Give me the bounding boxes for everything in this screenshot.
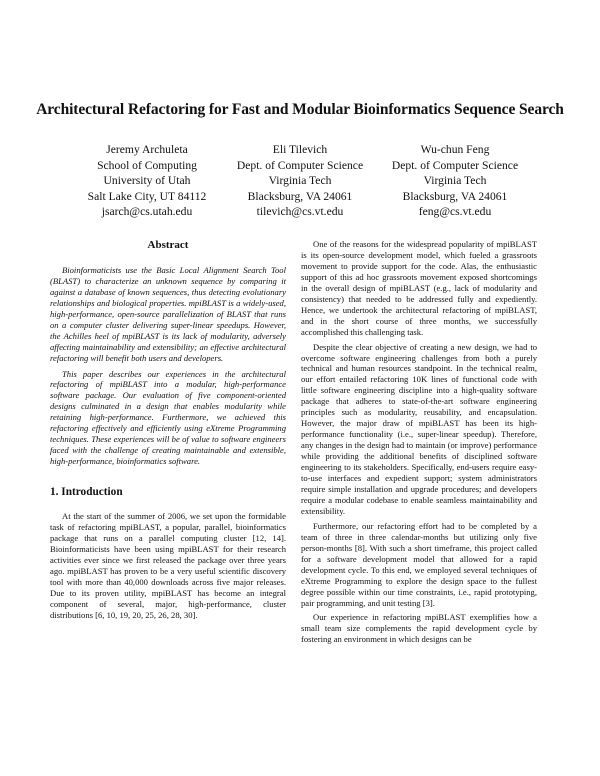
author-organization: Virginia Tech bbox=[423, 174, 487, 187]
author-department: School of Computing bbox=[97, 158, 197, 172]
author-email: jsarch@cs.utah.edu bbox=[101, 205, 193, 218]
section-heading-introduction: 1. Introduction bbox=[50, 486, 123, 499]
author-block-tilevich bbox=[215, 142, 385, 220]
body-paragraph: Furthermore, our refactoring effort had to be completed by a team of three in three calendar-months but utilizing only five person-months [8]. With such a short timeframe, this project called for a software development model that allowed for a rapid development cycle. To this end, we employed several techniques of eXtreme Programming to explore the design space to the fullest degree possible within our time constraints, i.e., rapid prototyping, pair programming, and unit testing [3]. bbox=[301, 520, 537, 608]
author-name: Jeremy Archuleta bbox=[106, 143, 188, 156]
author-organization: Virginia Tech bbox=[268, 174, 332, 187]
author-city: Salt Lake City, UT 84112 bbox=[87, 189, 207, 203]
body-paragraph: Despite the clear objective of creating a new design, we had to overcome software engineering challenges from both a purely technical and human resources standpoint. In the technical realm, our effort entailed refactoring 10K lines of functional code with little software engineering discipline into a high-quality software package that adheres to state-of-the-art software engineering principles such as modularity, reusability, and encapsulation. However, the major draw of mpiBLAST has been its high-performance functionality (i.e., super-linear speedup). Therefore, any changes in the design had to maintain (or improve) performance while providing the additional benefits of disciplined software engineering to its stakeholders. Specifically, end-users require easy-to-use interfaces and expedient support; system administrators require simple installation and upgrade procedures; and developers require a modular codebase to enable seamless maintainability and extensibility. bbox=[301, 341, 537, 516]
author-email: feng@cs.vt.edu bbox=[418, 205, 492, 218]
author-name: Wu-chun Feng bbox=[420, 143, 490, 156]
body-paragraph: At the start of the summer of 2006, we set upon the formidable task of refactoring mpiBLAST, a popular, parallel, bioinformatics package that runs on a parallel computing cluster [12, 14]. Bioinformaticists have been using mpiBLAST for their research activities ever since we first released the package over three years ago. mpiBLAST has proven to be a very useful scientific discovery tool with more than 40,000 downloads across five major releases. Due to its proven utility, mpiBLAST has become an integral component of several, major, high-performance, cluster distributions [6, 10, 19, 20, 25, 26, 28, 30]. bbox=[50, 511, 286, 620]
author-department: Dept. of Computer Science bbox=[391, 158, 519, 172]
right-column bbox=[301, 239, 537, 649]
author-department: Dept. of Computer Science bbox=[236, 158, 364, 172]
abstract-paragraph: This paper describes our experiences in the architectural refactoring of mpiBLAST into a modular, high-performance software package. Our evaluation of five component-oriented designs culminated in a design that enables modularity while retaining high-performance. Furthermore, we achieved this refactoring effectively and efficiently using eXtreme Programming techniques. These experiences will be of value to software engineers faced with the challenge of creating maintainable and extensible, high-performance, bioinformatics software. bbox=[50, 368, 286, 467]
body-paragraph: One of the reasons for the widespread popularity of mpiBLAST is its open-source development model, which fueled a grassroots movement to provide support for the code. Alas, the enthusiastic support of this ad hoc grassroots movement exposed shortcomings in the overall design of mpiBLAST (e.g., lack of modularity and consistency) that needed to be addressed fully and expediently. Hence, we undertook the architectural refactoring of mpiBLAST, and in the short course of three months, we successfully accomplished this challenging task. bbox=[301, 239, 537, 337]
left-column bbox=[50, 240, 286, 625]
body-paragraph: Our experience in refactoring mpiBLAST exemplifies how a small team size complements the rapid development cycle by fostering an environment in which designs can be bbox=[301, 612, 537, 645]
author-organization: University of Utah bbox=[103, 174, 191, 187]
author-block-feng bbox=[370, 142, 540, 220]
author-email: tilevich@cs.vt.edu bbox=[256, 205, 344, 218]
author-block-archuleta bbox=[62, 142, 232, 220]
introduction-body bbox=[50, 511, 286, 621]
author-city: Blacksburg, VA 24061 bbox=[402, 189, 508, 203]
author-name: Eli Tilevich bbox=[272, 143, 328, 156]
abstract-paragraph: Bioinformaticists use the Basic Local Alignment Search Tool (BLAST) to characterize an unknown sequence by comparing it against a database of known sequences, thus detecting evolutionary relationships and biological properties. mpiBLAST is a widely-used, high-performance, open-source parallelization of BLAST that runs on a computer cluster delivering super-linear speedups. However, the Achilles heel of mpiBLAST is its lack of modularity, adversely affecting maintainability and extensibility; an effective architectural refactoring will benefit both users and developers. bbox=[50, 264, 286, 363]
abstract-body bbox=[50, 265, 286, 467]
author-city: Blacksburg, VA 24061 bbox=[247, 189, 353, 203]
abstract-heading: Abstract bbox=[147, 239, 189, 251]
paper-title: Architectural Refactoring for Fast and Modular Bioinformatics Sequence Search bbox=[36, 101, 564, 118]
